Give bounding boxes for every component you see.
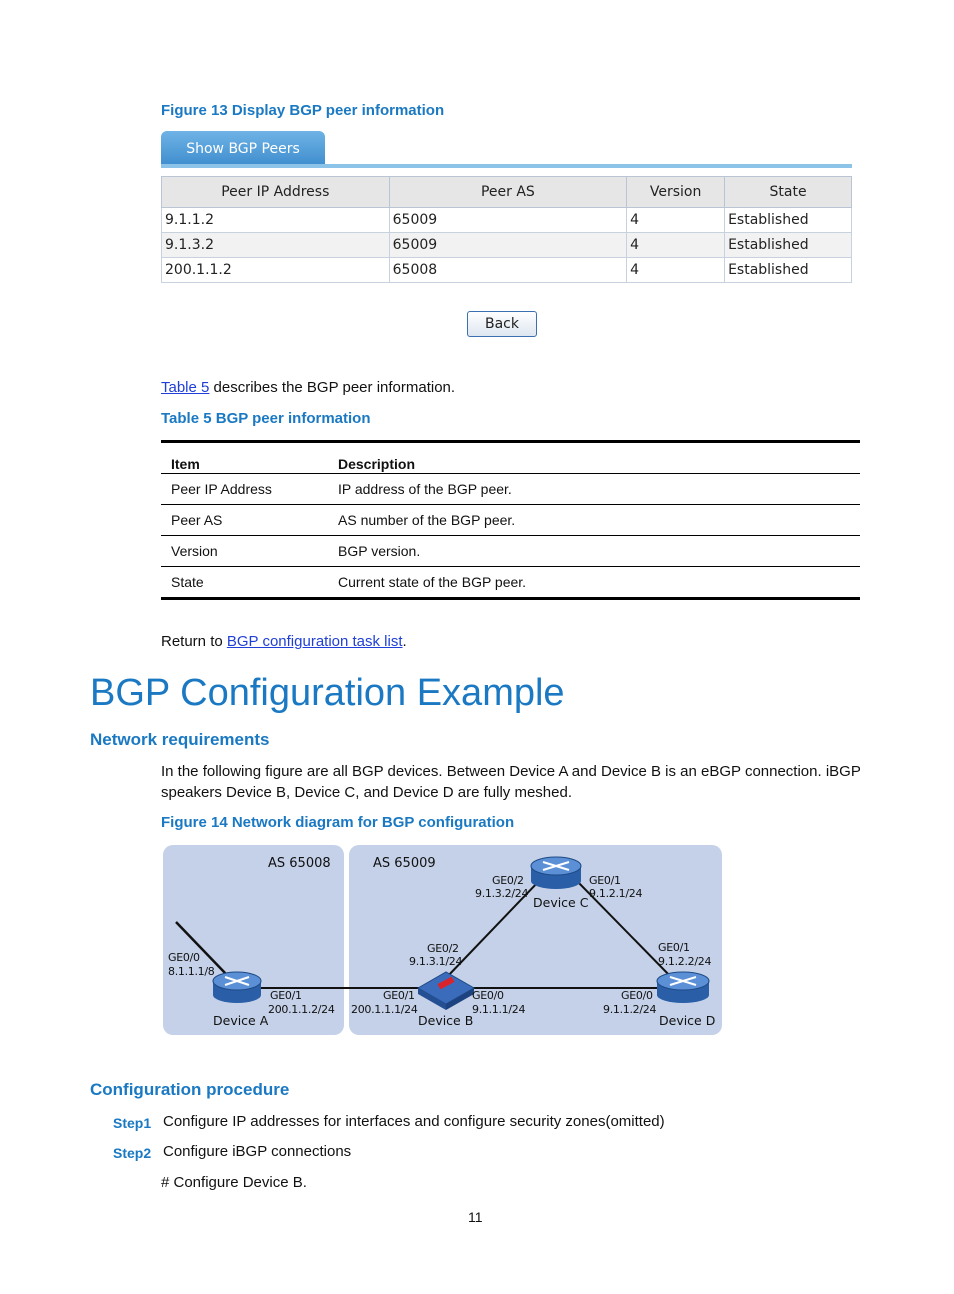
device-c-ge01-label: GE0/1 [589, 874, 621, 887]
firewall-b-icon [418, 972, 474, 1010]
configure-device-b-comment: # Configure Device B. [161, 1174, 307, 1191]
return-prefix: Return to [161, 633, 227, 650]
item-cell: Peer AS [161, 505, 328, 536]
device-b-ge00-label: GE0/0 [472, 989, 504, 1002]
description-cell: IP address of the BGP peer. [328, 474, 860, 505]
device-a-ge00-ip: 8.1.1.1/8 [168, 965, 215, 978]
column-header[interactable]: Peer IP Address [162, 177, 390, 208]
network-requirements-paragraph: In the following figure are all BGP devices. Between Device A and Device B is an eBGP connection. iBGP speakers Device B, Device C, and Device D are fully meshed. [161, 763, 861, 801]
description-cell: BGP version. [328, 536, 860, 567]
page-title: BGP Configuration Example [90, 672, 565, 714]
network-requirements-heading: Network requirements [90, 730, 270, 749]
peer-ip-cell: 200.1.1.2 [162, 258, 390, 283]
figure14-caption: Figure 14 Network diagram for BGP configuration [161, 814, 515, 831]
step2-label: Step2 [113, 1145, 152, 1161]
device-c-ge01-ip: 9.1.2.1/24 [589, 887, 643, 900]
item-cell: Version [161, 536, 328, 567]
task-list-link[interactable]: BGP configuration task list [226, 633, 403, 650]
version-cell: 4 [627, 208, 725, 233]
back-button-label: Back [485, 316, 519, 332]
step1-label: Step1 [113, 1115, 152, 1131]
device-d-ge00-ip: 9.1.1.2/24 [603, 1003, 657, 1016]
device-b-ge02-label: GE0/2 [427, 942, 459, 955]
device-a-ge00-label: GE0/0 [168, 951, 200, 964]
table-reference-text: describes the BGP peer information. [209, 379, 456, 396]
table5-link[interactable]: Table 5 [161, 379, 210, 396]
description-cell: Current state of the BGP peer. [338, 574, 527, 590]
router-a-icon [213, 972, 261, 1003]
as-65008-label: AS 65008 [268, 856, 331, 871]
column-header: Item [161, 442, 328, 474]
device-b-ge00-ip: 9.1.1.1/24 [472, 1003, 526, 1016]
device-d-label: Device D [659, 1013, 716, 1028]
device-d-ge01-label: GE0/1 [658, 941, 690, 954]
device-c-ge02-label: GE0/2 [492, 874, 524, 887]
version-cell: 4 [627, 233, 725, 258]
device-c-ge02-ip: 9.1.3.2/24 [475, 887, 529, 900]
step1-text: Configure IP addresses for interfaces and configure security zones(omitted) [163, 1113, 665, 1130]
column-header: Description [328, 442, 860, 474]
device-d-ge00-label: GE0/0 [621, 989, 653, 1002]
device-a-ge01-ip: 200.1.1.2/24 [268, 1003, 335, 1016]
tab-label: Show BGP Peers [186, 141, 300, 157]
item-cell: Peer IP Address [161, 474, 328, 505]
figure13-caption: Figure 13 Display BGP peer information [161, 102, 445, 119]
device-b-ge01-ip: 200.1.1.1/24 [351, 1003, 418, 1016]
return-suffix: . [402, 633, 407, 650]
router-c-icon [531, 857, 581, 889]
peer-ip-cell: 9.1.3.2 [162, 233, 390, 258]
configuration-procedure-heading: Configuration procedure [90, 1080, 290, 1099]
as-65009-label: AS 65009 [373, 856, 436, 871]
device-b-label: Device B [418, 1013, 474, 1028]
description-cell: AS number of the BGP peer. [328, 505, 860, 536]
peer-as-cell: 65008 [389, 258, 627, 283]
device-d-ge01-ip: 9.1.2.2/24 [658, 955, 712, 968]
table5-caption: Table 5 BGP peer information [161, 410, 371, 427]
version-cell: 4 [627, 258, 725, 283]
state-cell: Established [725, 233, 852, 258]
device-b-ge02-ip: 9.1.3.1/24 [409, 955, 463, 968]
peer-ip-cell: 9.1.1.2 [162, 208, 390, 233]
router-d-icon [657, 972, 709, 1003]
state-cell: Established [725, 258, 852, 283]
state-cell: Established [725, 208, 852, 233]
device-a-ge01-label: GE0/1 [270, 989, 302, 1002]
column-header[interactable]: Version [627, 177, 725, 208]
device-c-label: Device C [533, 895, 589, 910]
item-cell: State [171, 574, 204, 590]
peer-as-cell: 65009 [389, 208, 627, 233]
step2-text: Configure iBGP connections [163, 1143, 352, 1160]
column-header[interactable]: State [725, 177, 852, 208]
peer-as-cell: 65009 [389, 233, 627, 258]
device-a-label: Device A [213, 1013, 269, 1028]
column-header[interactable]: Peer AS [389, 177, 627, 208]
device-b-ge01-label: GE0/1 [383, 989, 415, 1002]
page-number: 11 [468, 1209, 483, 1225]
